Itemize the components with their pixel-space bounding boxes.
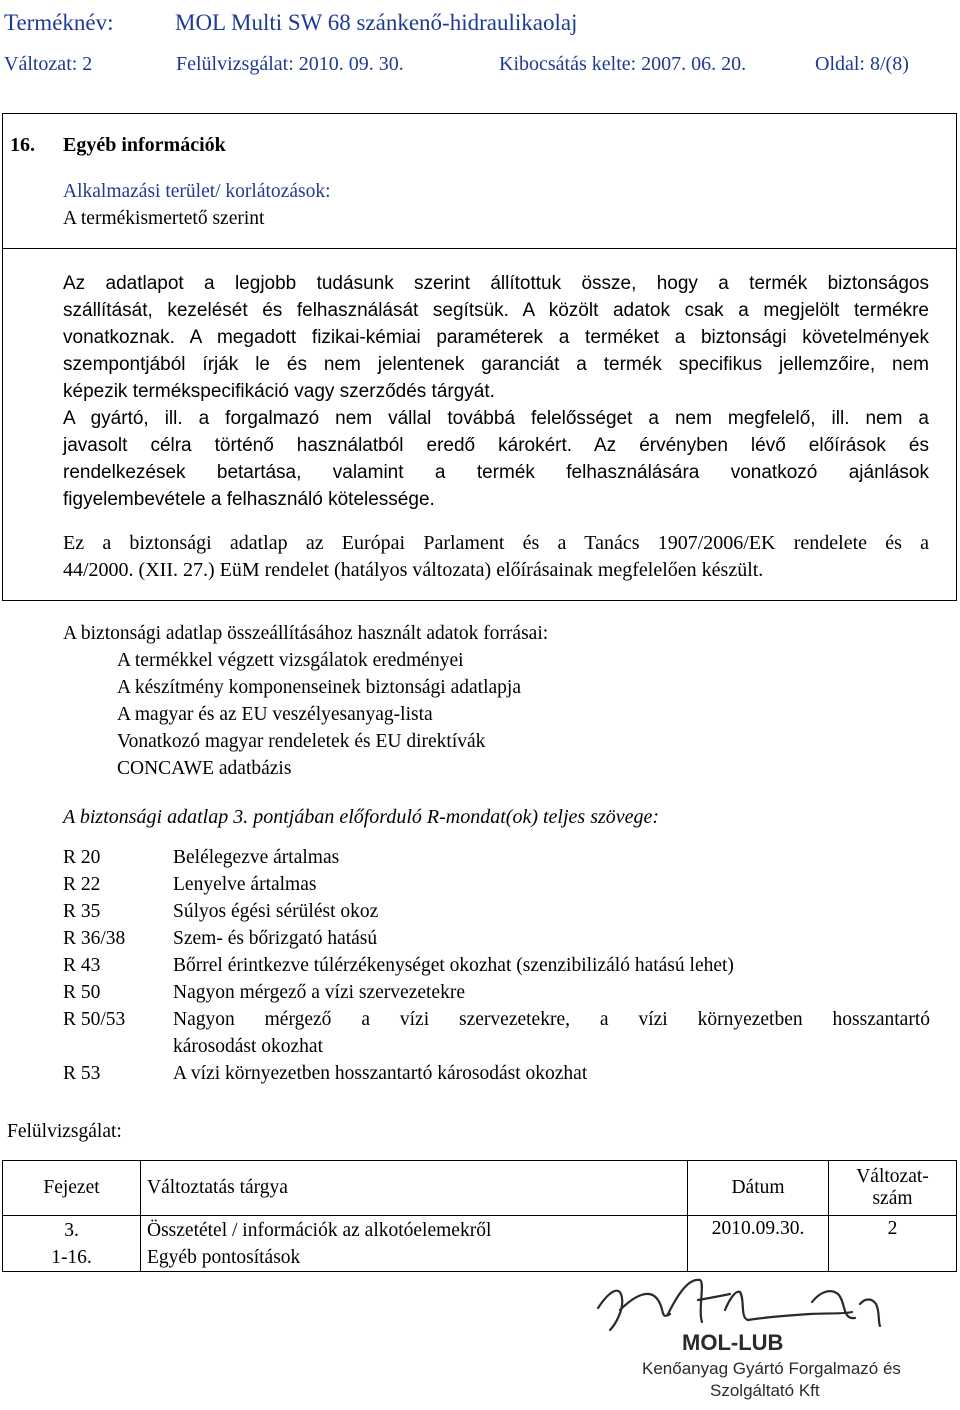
stamp-line2: Kenőanyag Gyártó Forgalmazó és: [642, 1359, 900, 1378]
section-number: 16.: [10, 134, 35, 156]
r-code: R 43: [63, 955, 101, 976]
r-text: Belélegezve ártalmas: [173, 847, 340, 868]
row-chapter-line1: 3.: [64, 1219, 79, 1241]
paragraph-3: [63, 530, 929, 584]
revision-label: Felülvizsgálat:: [7, 1121, 122, 1142]
paragraph-1: [63, 270, 929, 405]
revision-table-row: [3, 1216, 957, 1272]
sources-heading: A biztonsági adatlap összeállításához használt adatok forrásai:: [63, 623, 549, 644]
source-item: Vonatkozó magyar rendeletek és EU direktívák: [117, 731, 486, 752]
r-code: R 20: [63, 847, 101, 868]
p2-line: figyelembevétele a felhasználó kötelessége.: [63, 489, 435, 510]
r-text-continued: károsodást okozhat: [173, 1036, 324, 1057]
p2-line: A gyártó, ill. a forgalmazó nem vállal továbbá felelősséget a nem megfelelő, ill. nem a: [63, 408, 929, 429]
header-date: Dátum: [688, 1161, 829, 1216]
r-code: R 36/38: [63, 928, 126, 949]
row-chapter: [3, 1216, 141, 1272]
application-value: A termékismertető szerint: [63, 208, 265, 229]
application-label: Alkalmazási terület/ korlátozások:: [63, 181, 331, 202]
p3-line: Ez a biztonsági adatlap az Európai Parlament és a Tanács 1907/2006/EK rendelete és a: [63, 532, 929, 554]
r-text: Súlyos égési sérülést okoz: [173, 901, 379, 922]
signature-stamp: [580, 1270, 900, 1405]
row-version: 2: [829, 1216, 957, 1272]
p2-line: rendelkezések betartása, valamint a termék felhasználására vonatkozó ajánlások: [63, 462, 929, 483]
source-item: A készítmény komponenseinek biztonsági adatlapja: [117, 677, 521, 698]
revision-table-header: [3, 1161, 957, 1216]
r-code: R 50: [63, 982, 101, 1003]
source-item: CONCAWE adatbázis: [117, 758, 292, 779]
r-code: R 22: [63, 874, 101, 895]
product-name: MOL Multi SW 68 szánkenő-hidraulikaolaj: [175, 10, 578, 35]
r-text: Szem- és bőrizgató hatású: [173, 928, 378, 949]
stamp-line1: MOL-LUB: [682, 1330, 784, 1355]
handwritten-signature: [598, 1280, 880, 1330]
row-subject: [141, 1216, 688, 1272]
row-date: 2010.09.30.: [688, 1216, 829, 1272]
r-text: Nagyon mérgező a vízi szervezetekre: [173, 982, 465, 1003]
p1-line: szempontjából írják le és nem jelentenek garanciát a termék specifikus jellemzőire, nem: [63, 354, 929, 375]
source-item: A termékkel végzett vizsgálatok eredményei: [117, 650, 464, 671]
page-number: Oldal: 8/(8): [815, 53, 909, 75]
section-title: Egyéb információk: [63, 134, 226, 156]
version-label: Változat: 2: [4, 53, 93, 75]
signature-graphic: [580, 1270, 900, 1405]
p2-line: javasolt célra történő használatból eredő károkért. Az érvényben lévő előírások és: [63, 435, 929, 456]
header-version-line1: Változat-: [856, 1166, 929, 1187]
row-chapter-line2: 1-16.: [51, 1246, 92, 1268]
row-subject-line2: Egyéb pontosítások: [147, 1246, 301, 1268]
p3-line: 44/2000. (XII. 27.) EüM rendelet (hatályos változata) előírásainak megfelelően készült.: [63, 559, 764, 581]
r-text: Lenyelve ártalmas: [173, 874, 317, 895]
r-code: R 53: [63, 1063, 101, 1084]
p1-line: szállítását, kezelését és felhasználását segítsük. A közölt adatok csak a megjelölt termékre: [63, 300, 929, 321]
r-text: Nagyon mérgező a vízi szervezetekre, a vízi környezetben hosszantartó: [173, 1009, 930, 1030]
r-text: Bőrrel érintkezve túlérzékenységet okozhat (szenzibilizáló hatású lehet): [173, 955, 734, 976]
row-subject-line1: Összetétel / információk az alkotóelemekről: [147, 1219, 492, 1241]
revision-date: Felülvizsgálat: 2010. 09. 30.: [176, 53, 404, 75]
p1-line: vonatkoznak. A megadott fizikai-kémiai paraméterek a terméket a biztonsági követelmények: [63, 327, 929, 348]
header-subject: Változtatás tárgya: [141, 1161, 688, 1216]
stamp-line3: Szolgáltató Kft: [710, 1381, 820, 1400]
p1-line: Az adatlapot a legjobb tudásunk szerint állítottuk össze, hogy a termék biztonságos: [63, 273, 929, 294]
product-label: Terméknév:: [4, 10, 114, 35]
revision-table: [2, 1160, 957, 1272]
paragraph-2: [63, 405, 929, 513]
header-chapter: Fejezet: [3, 1161, 141, 1216]
header-version: [829, 1161, 957, 1216]
r-text: A vízi környezetben hosszantartó károsodást okozhat: [173, 1063, 588, 1084]
source-item: A magyar és az EU veszélyesanyag-lista: [117, 704, 433, 725]
r-code: R 50/53: [63, 1009, 126, 1030]
r-phrases-heading: A biztonsági adatlap 3. pontjában előforduló R-mondat(ok) teljes szövege:: [63, 806, 660, 828]
header-version-line2: szám: [872, 1188, 913, 1209]
r-code: R 35: [63, 901, 101, 922]
p1-line: képezik termékspecifikáció vagy szerződés tárgyát.: [63, 381, 495, 402]
issue-date: Kibocsátás kelte: 2007. 06. 20.: [499, 53, 747, 75]
